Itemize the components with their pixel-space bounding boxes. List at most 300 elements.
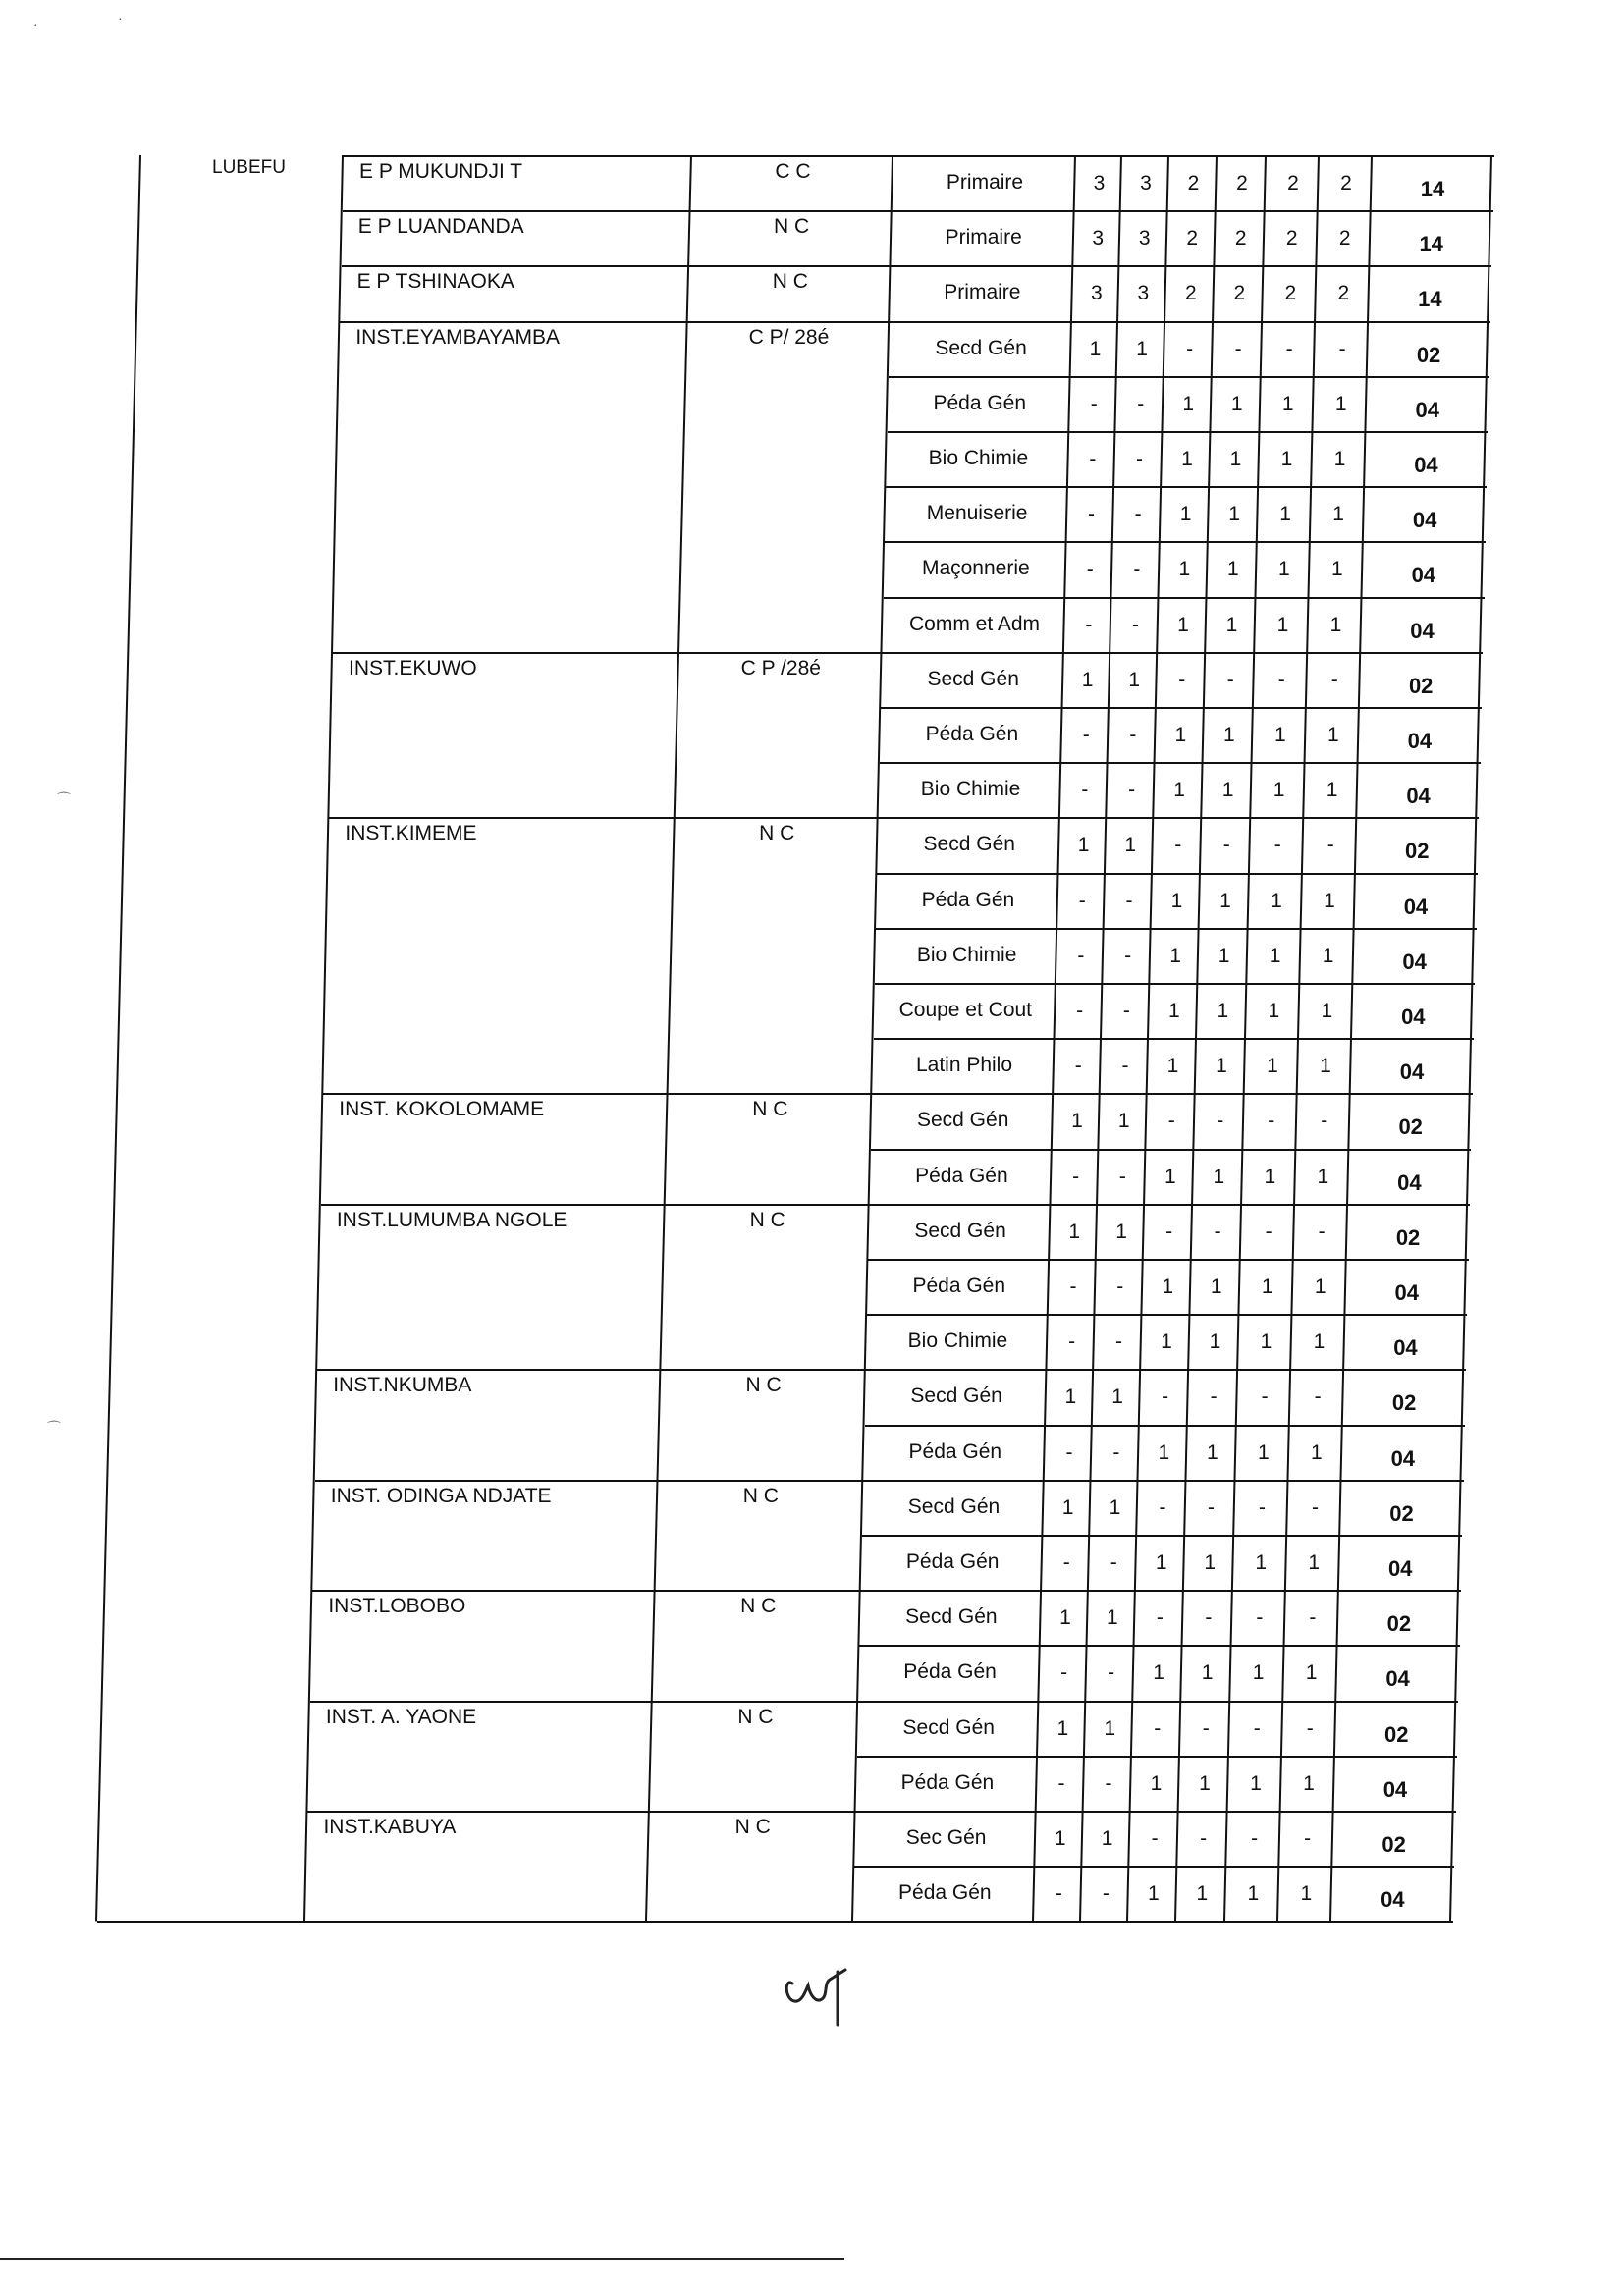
row-line: [886, 486, 1487, 488]
class-count: -: [1134, 503, 1142, 526]
class-count: 1: [1155, 1551, 1167, 1574]
row-line: [880, 762, 1481, 764]
class-count: 1: [1257, 1440, 1270, 1464]
class-count: 1: [1209, 1331, 1221, 1354]
class-count: -: [1055, 1882, 1062, 1906]
row-total: 02: [1416, 342, 1441, 367]
class-count: 1: [1117, 1110, 1130, 1133]
option-label: Primaire: [944, 281, 1021, 304]
class-count: -: [1330, 668, 1338, 691]
class-count: 1: [1267, 1055, 1278, 1078]
class-count: 1: [1056, 1716, 1069, 1740]
row-total: 04: [1410, 618, 1435, 643]
class-count: 1: [1269, 944, 1281, 967]
class-count: 1: [1147, 1882, 1160, 1906]
class-count: -: [1318, 1220, 1326, 1243]
class-count: -: [1304, 1827, 1312, 1850]
class-count: 1: [1128, 668, 1141, 691]
class-count: -: [1072, 1165, 1080, 1188]
row-total: 02: [1391, 1390, 1417, 1416]
class-count: -: [1088, 503, 1096, 526]
class-count: 1: [1228, 503, 1240, 526]
class-count: 3: [1093, 172, 1106, 194]
row-line: [858, 1701, 1458, 1703]
school-separator: [317, 1369, 866, 1371]
class-count: -: [1102, 1882, 1110, 1906]
school-name: INST. A. YAONE: [325, 1705, 477, 1728]
row-total: 04: [1403, 894, 1429, 919]
option-label: Péda Gén: [903, 1660, 997, 1684]
school-separator: [307, 1811, 855, 1813]
class-count: 2: [1186, 227, 1199, 250]
class-count: 1: [1196, 1882, 1209, 1906]
class-count: 1: [1081, 668, 1094, 691]
class-count: 1: [1167, 1000, 1180, 1022]
class-count: -: [1285, 337, 1293, 360]
school-status: N C: [772, 270, 808, 294]
option-label: Secd Gén: [935, 336, 1027, 359]
class-count: -: [1200, 1827, 1208, 1850]
class-count: 1: [1261, 1276, 1273, 1298]
class-count: 1: [1322, 944, 1334, 967]
row-line: [872, 1093, 1472, 1095]
class-count: 1: [1303, 1771, 1315, 1795]
class-count: -: [1122, 1000, 1130, 1022]
row-line: [867, 1314, 1467, 1316]
class-count: 1: [1330, 558, 1343, 581]
class-count: -: [1205, 1606, 1213, 1630]
class-count: 1: [1281, 392, 1294, 415]
class-count: -: [1074, 1055, 1082, 1078]
class-count: -: [1062, 1551, 1070, 1574]
class-count: 2: [1234, 227, 1247, 250]
class-count: 1: [1181, 448, 1193, 470]
school-status: C P /28é: [740, 656, 821, 679]
row-total: 04: [1382, 1776, 1408, 1802]
class-count: 1: [1229, 448, 1242, 470]
option-label: Coupe et Cout: [898, 999, 1033, 1021]
class-count: 1: [1308, 1551, 1321, 1574]
school-name: INST.LUMUMBA NGOLE: [336, 1208, 568, 1231]
row-total: 02: [1395, 1224, 1421, 1250]
class-count: 1: [1109, 1495, 1121, 1519]
school-status: N C: [745, 1374, 782, 1397]
class-count: -: [1151, 1827, 1159, 1850]
option-label: Péda Gén: [921, 888, 1015, 911]
class-count: 1: [1250, 1771, 1262, 1795]
option-label: Secd Gén: [923, 833, 1015, 856]
school-separator: [323, 1093, 872, 1095]
class-count: -: [1110, 1551, 1117, 1574]
row-line: [882, 652, 1483, 654]
class-count: 1: [1201, 1661, 1214, 1685]
class-count: 1: [1276, 613, 1289, 636]
class-count: 1: [1332, 503, 1344, 526]
class-count: -: [1226, 668, 1234, 691]
class-count: 1: [1264, 1165, 1276, 1188]
row-line: [856, 1811, 1456, 1813]
option-label: Bio Chimie: [907, 1330, 1008, 1353]
class-count: 2: [1187, 172, 1200, 194]
class-count: 2: [1340, 172, 1352, 194]
class-count: 1: [1150, 1771, 1163, 1795]
class-count: 3: [1091, 282, 1103, 305]
class-count: -: [1081, 779, 1089, 802]
row-total: 04: [1412, 508, 1437, 533]
row-line: [877, 873, 1478, 875]
class-count: 1: [1219, 889, 1231, 912]
class-count: 1: [1324, 889, 1335, 912]
row-total: 04: [1411, 563, 1436, 588]
class-count: -: [1125, 889, 1133, 912]
class-count: -: [1273, 834, 1281, 857]
class-count: 1: [1162, 1276, 1174, 1298]
school-name: INST. KOKOLOMAME: [339, 1098, 545, 1121]
option-label: Péda Gén: [900, 1770, 995, 1794]
class-count: 1: [1153, 1661, 1164, 1685]
row-total: 04: [1414, 453, 1438, 477]
row-line: [871, 1149, 1471, 1151]
class-count: 1: [1179, 503, 1192, 526]
class-count: 2: [1185, 282, 1197, 305]
class-count: 1: [1161, 1331, 1172, 1354]
row-line: [885, 541, 1486, 543]
class-count: -: [1259, 1495, 1266, 1519]
class-count: 2: [1284, 282, 1297, 305]
class-count: 1: [1115, 1220, 1127, 1243]
option-label: Péda Gén: [915, 1164, 1008, 1187]
option-label: Primaire: [946, 171, 1024, 193]
school-status: N C: [734, 1816, 771, 1838]
class-count: -: [1121, 1055, 1129, 1078]
row-total: 04: [1407, 729, 1433, 753]
class-count: 1: [1173, 779, 1185, 802]
class-count: 1: [1174, 724, 1187, 746]
row-line: [879, 817, 1480, 819]
row-line: [854, 1866, 1454, 1868]
class-count: 1: [1329, 613, 1342, 636]
row-line: [866, 1369, 1466, 1371]
class-count: 1: [1071, 1110, 1083, 1133]
class-count: -: [1086, 558, 1094, 581]
class-count: 1: [1255, 1551, 1268, 1574]
table-bottom-line: [305, 1921, 1453, 1923]
school-name: INST.KIMEME: [345, 822, 477, 845]
school-status: N C: [774, 215, 810, 239]
row-total: 04: [1385, 1666, 1410, 1692]
row-line: [889, 376, 1489, 378]
class-count: 1: [1054, 1827, 1066, 1850]
class-count: 1: [1111, 1386, 1123, 1409]
class-count: -: [1132, 613, 1139, 636]
class-count: -: [1326, 834, 1334, 857]
class-count: 1: [1225, 613, 1238, 636]
class-count: -: [1214, 1220, 1221, 1243]
class-count: 1: [1218, 944, 1230, 967]
option-label: Péda Gén: [925, 723, 1019, 745]
class-count: 1: [1221, 779, 1234, 802]
class-count: 1: [1226, 558, 1239, 581]
option-label: Bio Chimie: [916, 943, 1017, 966]
class-count: 1: [1089, 337, 1102, 360]
row-total: 04: [1397, 1169, 1422, 1195]
class-count: 2: [1236, 172, 1248, 194]
school-name: INST.KABUYA: [323, 1816, 457, 1838]
row-total: 14: [1418, 287, 1442, 312]
class-count: -: [1118, 1165, 1126, 1188]
territory-name: LUBEFU: [212, 157, 286, 178]
class-count: 1: [1104, 1716, 1116, 1740]
class-count: -: [1076, 1000, 1084, 1022]
row-line: [893, 155, 1494, 157]
school-name: INST.NKUMBA: [333, 1374, 472, 1397]
row-line: [861, 1590, 1461, 1592]
row-line: [859, 1645, 1459, 1647]
table-bottom-line: [97, 1921, 305, 1923]
row-total: 04: [1394, 1280, 1419, 1305]
school-separator: [342, 265, 892, 267]
school-name: INST.EYAMBAYAMBA: [355, 325, 561, 349]
class-count: -: [1085, 613, 1093, 636]
class-count: -: [1129, 724, 1137, 746]
row-total: 04: [1402, 949, 1427, 974]
margin-mark: ⌒: [57, 791, 71, 807]
class-count: -: [1156, 1606, 1164, 1630]
row-total: 14: [1420, 177, 1445, 201]
class-count: 1: [1268, 1000, 1280, 1022]
row-total: 14: [1419, 232, 1443, 257]
class-count: -: [1082, 724, 1090, 746]
row-line: [884, 597, 1485, 599]
class-count: -: [1202, 1716, 1210, 1740]
class-count: -: [1268, 1110, 1275, 1133]
class-count: 2: [1287, 172, 1299, 194]
class-count: -: [1069, 1276, 1077, 1298]
class-count: 2: [1338, 227, 1351, 250]
class-count: 1: [1313, 1331, 1326, 1354]
option-label: Sec Gén: [905, 1826, 987, 1849]
school-separator: [310, 1701, 858, 1703]
class-count: -: [1057, 1771, 1065, 1795]
class-count: 1: [1064, 1386, 1077, 1409]
row-line: [875, 983, 1476, 985]
row-line: [888, 431, 1489, 433]
class-count: 1: [1169, 944, 1181, 967]
class-count: -: [1338, 337, 1346, 360]
school-status: N C: [740, 1595, 777, 1618]
option-label: Secd Gén: [902, 1715, 995, 1739]
class-count: -: [1068, 1331, 1076, 1354]
class-count: 1: [1077, 834, 1090, 857]
class-count: -: [1261, 1386, 1269, 1409]
school-separator: [340, 321, 890, 323]
class-count: 1: [1210, 1276, 1222, 1298]
row-total: 02: [1386, 1611, 1412, 1637]
class-count: 3: [1137, 282, 1150, 305]
class-count: 3: [1140, 172, 1152, 194]
school-separator: [343, 210, 893, 212]
class-count: 1: [1274, 724, 1286, 746]
school-status: N C: [752, 1098, 788, 1121]
row-line: [876, 928, 1477, 930]
class-count: -: [1186, 337, 1194, 360]
class-count: 1: [1247, 1882, 1260, 1906]
bottom-rule: [0, 2258, 844, 2260]
class-count: 2: [1285, 227, 1298, 250]
class-count: 3: [1092, 227, 1105, 250]
school-status: N C: [742, 1484, 779, 1507]
class-count: 1: [1320, 1055, 1331, 1078]
option-label: Latin Philo: [915, 1054, 1013, 1077]
row-total: 04: [1390, 1445, 1416, 1471]
class-count: -: [1256, 1606, 1264, 1630]
row-total: 02: [1381, 1832, 1406, 1857]
class-count: 1: [1334, 392, 1347, 415]
class-count: 1: [1206, 1440, 1218, 1464]
school-separator: [329, 817, 878, 819]
class-count: 1: [1068, 1220, 1081, 1243]
class-count: -: [1309, 1606, 1317, 1630]
row-line: [857, 1756, 1457, 1758]
option-label: Péda Gén: [912, 1275, 1006, 1297]
class-count: 1: [1213, 1165, 1225, 1188]
row-line: [881, 707, 1482, 709]
class-count: -: [1065, 1440, 1073, 1464]
class-count: 1: [1230, 392, 1243, 415]
row-total: 02: [1405, 839, 1430, 864]
class-count: -: [1251, 1827, 1259, 1850]
school-status: C P/ 28é: [748, 325, 830, 349]
class-count: -: [1078, 889, 1086, 912]
row-total: 02: [1389, 1500, 1414, 1526]
class-count: 1: [1136, 337, 1148, 360]
class-count: -: [1312, 1495, 1319, 1519]
class-count: 1: [1317, 1165, 1329, 1188]
class-count: -: [1090, 392, 1098, 415]
row-line: [862, 1535, 1462, 1537]
school-name: INST.EKUWO: [349, 656, 477, 679]
column-line: [645, 155, 692, 1921]
school-separator: [333, 652, 882, 654]
handwritten-signature: [781, 1956, 859, 2035]
class-count: 1: [1272, 779, 1285, 802]
class-count: -: [1234, 337, 1242, 360]
class-count: -: [1116, 1276, 1124, 1298]
row-total: 02: [1398, 1114, 1423, 1140]
school-status: N C: [737, 1705, 774, 1728]
option-label: Secd Gén: [927, 667, 1019, 690]
school-name: E P LUANDANDA: [357, 215, 524, 239]
class-count: 2: [1233, 282, 1246, 305]
class-count: -: [1105, 1771, 1112, 1795]
class-count: 1: [1107, 1606, 1118, 1630]
class-count: 1: [1326, 779, 1338, 802]
class-count: 1: [1279, 503, 1291, 526]
school-separator: [321, 1204, 870, 1206]
class-count: 1: [1300, 1882, 1313, 1906]
row-line: [890, 321, 1490, 323]
class-count: 1: [1178, 558, 1191, 581]
row-total: 04: [1380, 1887, 1405, 1913]
option-label: Secd Gén: [905, 1605, 998, 1629]
class-count: -: [1114, 1331, 1122, 1354]
class-count: -: [1133, 558, 1141, 581]
class-count: 1: [1101, 1827, 1113, 1850]
option-label: Péda Gén: [933, 391, 1027, 414]
class-count: 1: [1217, 1000, 1229, 1022]
option-label: Maçonnerie: [921, 557, 1030, 580]
class-count: 1: [1305, 1661, 1318, 1685]
class-count: -: [1159, 1495, 1166, 1519]
class-count: -: [1060, 1661, 1068, 1685]
class-count: -: [1154, 1716, 1162, 1740]
class-count: 1: [1327, 724, 1339, 746]
class-count: 2: [1337, 282, 1350, 305]
row-total: 04: [1415, 397, 1439, 422]
option-label: Secd Gén: [916, 1109, 1009, 1132]
class-count: -: [1167, 1110, 1175, 1133]
school-separator: [315, 1480, 864, 1482]
class-count: -: [1222, 834, 1230, 857]
class-count: 1: [1314, 1276, 1326, 1298]
class-count: -: [1210, 1386, 1218, 1409]
class-count: 1: [1280, 448, 1293, 470]
class-count: 1: [1166, 1055, 1179, 1078]
class-count: -: [1277, 668, 1285, 691]
school-status: N C: [749, 1208, 785, 1231]
class-count: 1: [1252, 1661, 1265, 1685]
class-count: -: [1124, 944, 1132, 967]
option-label: Secd Gén: [910, 1385, 1002, 1408]
option-label: Menuiserie: [926, 502, 1028, 525]
school-separator: [312, 1590, 860, 1592]
option-label: Primaire: [945, 226, 1022, 249]
class-count: 1: [1277, 558, 1290, 581]
row-line: [891, 265, 1491, 267]
option-label: Secd Gén: [907, 1495, 1001, 1518]
class-count: 1: [1199, 1771, 1211, 1795]
margin-mark: ⌒: [47, 1420, 61, 1436]
class-count: -: [1321, 1110, 1328, 1133]
school-status: N C: [759, 822, 795, 845]
class-count: 1: [1177, 613, 1189, 636]
class-count: -: [1128, 779, 1136, 802]
scan-speck: ·: [118, 10, 123, 26]
class-count: 3: [1138, 227, 1151, 250]
class-count: 1: [1310, 1440, 1323, 1464]
class-count: -: [1108, 1661, 1115, 1685]
school-status: C C: [775, 160, 811, 183]
class-count: -: [1314, 1386, 1322, 1409]
row-total: 04: [1401, 1005, 1426, 1029]
class-count: 1: [1158, 1440, 1170, 1464]
class-count: 1: [1333, 448, 1346, 470]
class-count: -: [1137, 392, 1145, 415]
class-count: -: [1178, 668, 1186, 691]
class-count: 1: [1260, 1331, 1272, 1354]
option-label: Bio Chimie: [920, 778, 1021, 801]
row-total: 04: [1393, 1335, 1418, 1361]
option-label: Bio Chimie: [928, 447, 1029, 469]
class-count: 1: [1059, 1606, 1071, 1630]
class-count: -: [1265, 1220, 1272, 1243]
option-label: Péda Gén: [905, 1550, 1000, 1573]
row-line: [893, 210, 1493, 212]
row-total: 04: [1406, 784, 1431, 809]
row-line: [863, 1480, 1463, 1482]
class-count: 1: [1204, 1551, 1217, 1574]
school-name: INST. ODINGA NDJATE: [330, 1484, 552, 1507]
